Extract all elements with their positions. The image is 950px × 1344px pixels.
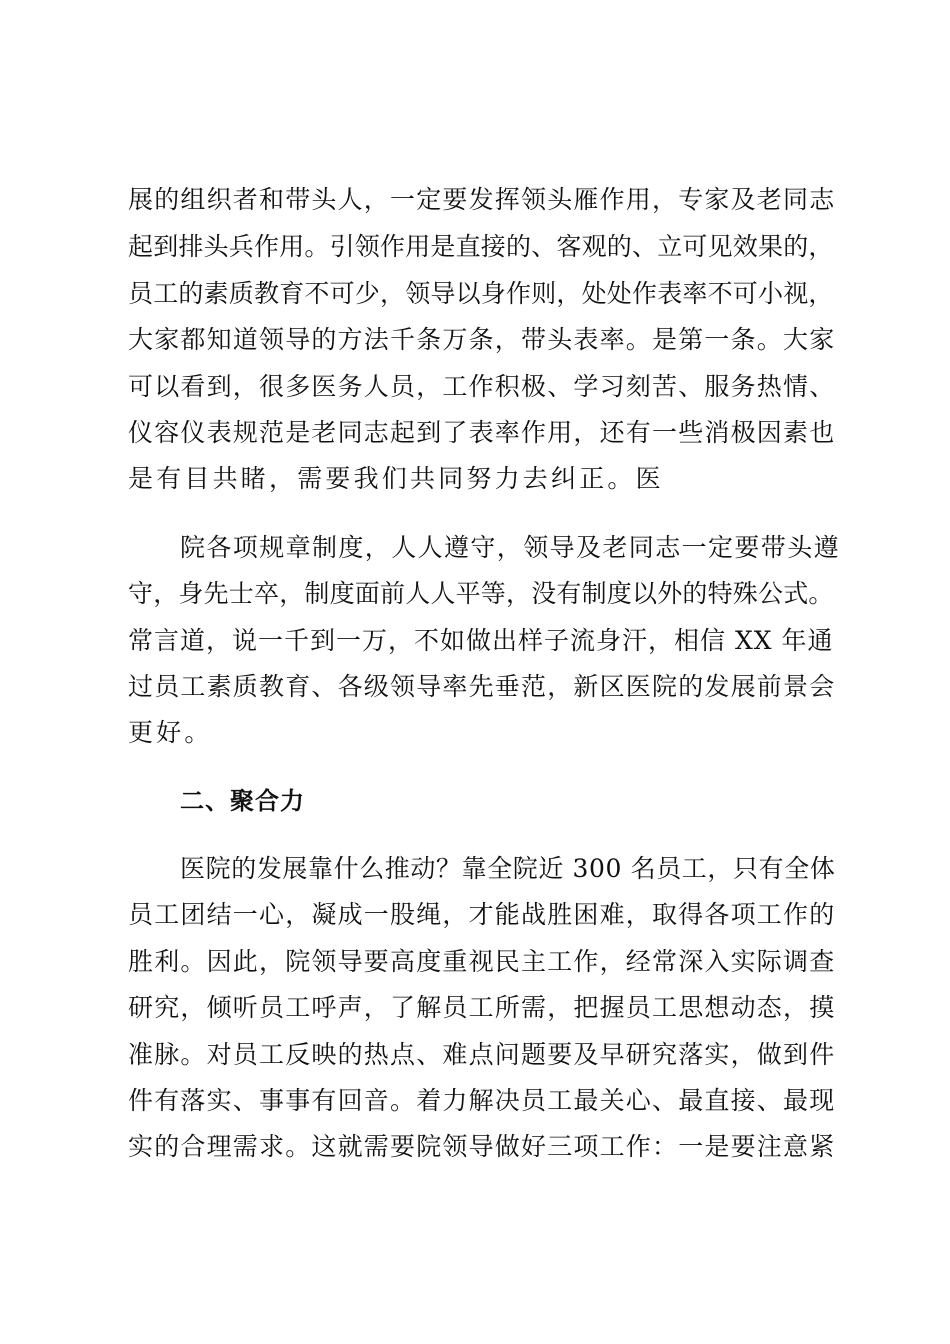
paragraph-3-line-7: 实的合理需求。这就需要院领导做好三项工作：一是要注意紧 (128, 1132, 836, 1161)
paragraph-1-line-4: 大家都知道领导的方法千条万条，带头表率。是第一条。大家 (128, 325, 836, 354)
paragraph-3-line-1: 医院的发展靠什么推动？靠全院近 300 名员工，只有全体 (180, 854, 836, 883)
paragraph-1-line-7: 是有目共睹，需要我们共同努力去纠正。医 (128, 464, 664, 493)
paragraph-2-line-3: 常言道，说一千到一万，不如做出样子流身汗，相信 XX 年通 (128, 626, 834, 655)
paragraph-1-line-5: 可以看到，很多医务人员，工作积极、学习刻苦、服务热情、 (128, 372, 836, 401)
paragraph-2-line-5: 更好。 (128, 718, 213, 747)
paragraph-3-line-6: 件有落实、事事有回音。着力解决员工最关心、最直接、最现 (128, 1086, 836, 1115)
section-heading: 二、聚合力 (180, 787, 305, 815)
paragraph-1-line-3: 员工的素质教育不可少，领导以身作则，处处作表率不可小视， (128, 279, 834, 308)
paragraph-1-line-1: 展的组织者和带头人，一定要发挥领头雁作用，专家及老同志 (128, 185, 836, 214)
paragraph-3-line-2: 员工团结一心，凝成一股绳，才能战胜困难，取得各项工作的 (128, 900, 836, 929)
paragraph-2-line-4: 过员工素质教育、各级领导率先垂范，新区医院的发展前景会 (128, 672, 836, 701)
paragraph-2-line-2: 守，身先士卒，制度面前人人平等，没有制度以外的特殊公式。 (128, 579, 834, 608)
paragraph-3-line-4: 研究，倾听员工呼声，了解员工所需，把握员工思想动态，摸 (128, 993, 836, 1022)
paragraph-3-line-3: 胜利。因此，院领导要高度重视民主工作，经常深入实际调查 (128, 947, 836, 976)
paragraph-1-line-6: 仪容仪表规范是老同志起到了表率作用，还有一些消极因素也 (128, 418, 836, 447)
paragraph-2-line-1: 院各项规章制度，人人遵守，领导及老同志一定要带头遵 (180, 533, 841, 562)
paragraph-3-line-5: 准脉。对员工反映的热点、难点问题要及早研究落实，做到件 (128, 1040, 836, 1069)
paragraph-1-line-2: 起到排头兵作用。引领作用是直接的、客观的、立可见效果的， (128, 232, 834, 261)
